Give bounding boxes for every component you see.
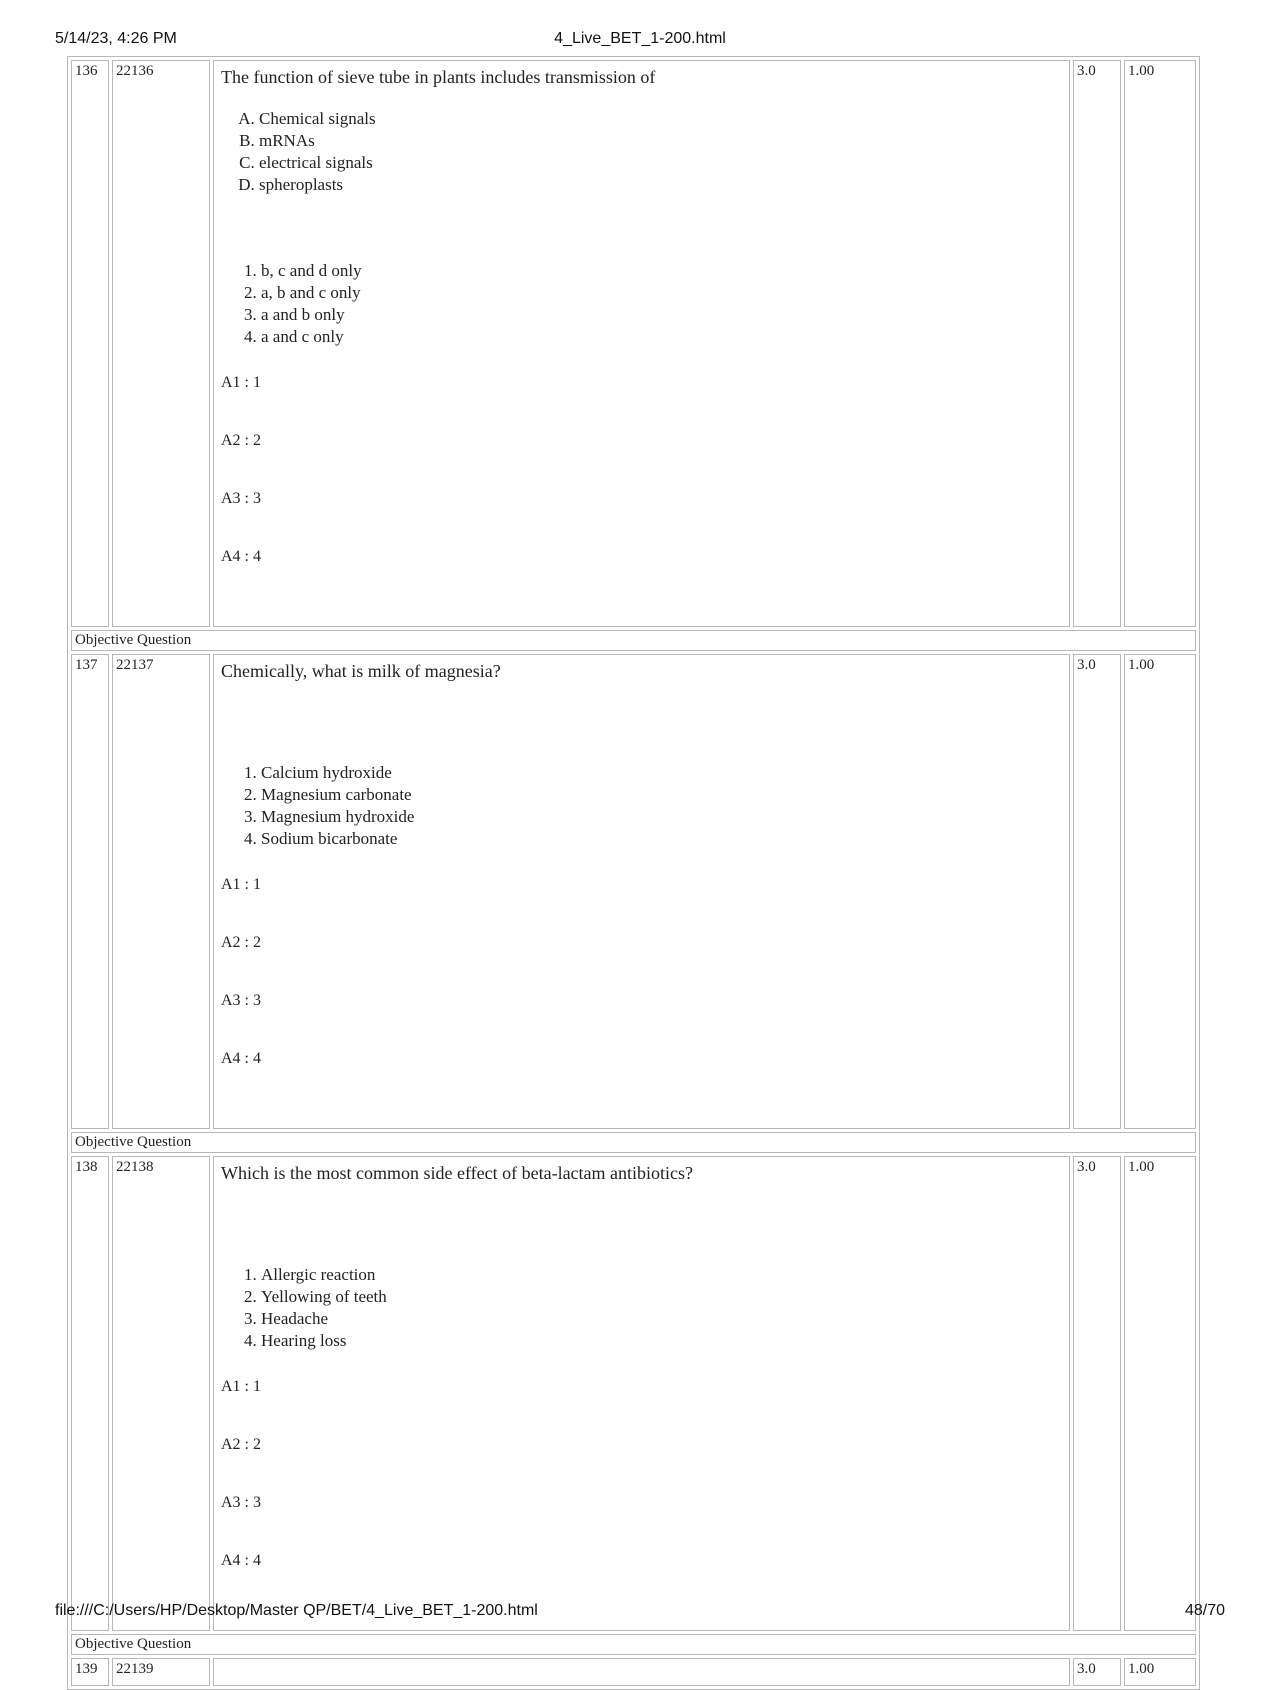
answer-key: A3 : 3: [221, 992, 261, 1009]
question-row: [71, 60, 1196, 627]
question-serial: 136: [71, 60, 109, 627]
option-item: 1. Allergic reaction: [261, 1264, 1062, 1286]
question-body: [213, 60, 1070, 627]
question-serial: 139: [71, 1658, 109, 1686]
print-datetime: 5/14/23, 4:26 PM: [55, 30, 177, 47]
statement-item: C. electrical signals: [259, 152, 1062, 174]
option-item: 3. Magnesium hydroxide: [261, 806, 1062, 828]
question-serial: 138: [71, 1156, 109, 1631]
question-row: [71, 1658, 1196, 1686]
question-row: [71, 654, 1196, 1129]
option-item: 2. Yellowing of teeth: [261, 1286, 1062, 1308]
option-item: 3. a and b only: [261, 304, 1062, 326]
option-list: [221, 1264, 1062, 1352]
answer-key: A3 : 3: [221, 490, 261, 507]
question-negative-marks: 1.00: [1124, 60, 1196, 627]
question-negative-marks: 1.00: [1124, 654, 1196, 1129]
question-type-row: [71, 1132, 1196, 1153]
print-page-number: 48/70: [1184, 1602, 1225, 1619]
statement-item: A. Chemical signals: [259, 108, 1062, 130]
answer-key: A4 : 4: [221, 1552, 261, 1569]
question-id: 22138: [112, 1156, 210, 1631]
option-item: 2. a, b and c only: [261, 282, 1062, 304]
answer-key: A1 : 1: [221, 374, 261, 391]
option-item: 4. a and c only: [261, 326, 1062, 348]
question-id: 22136: [112, 60, 210, 627]
option-list: [221, 260, 1062, 348]
statement-list: [221, 108, 1062, 196]
answer-key: A2 : 2: [221, 432, 261, 449]
question-marks: 3.0: [1073, 654, 1121, 1129]
question-negative-marks: 1.00: [1124, 1658, 1196, 1686]
answer-key: A4 : 4: [221, 1050, 261, 1067]
question-sheet: [70, 59, 1203, 1690]
print-header: [55, 30, 1225, 52]
answer-key-list: [221, 374, 1062, 606]
option-item: 3. Headache: [261, 1308, 1062, 1330]
answer-key: A2 : 2: [221, 934, 261, 951]
print-footer: [55, 1602, 1225, 1624]
question-body: [213, 1156, 1070, 1631]
question-serial: 137: [71, 654, 109, 1129]
print-title: 4_Live_BET_1-200.html: [554, 30, 726, 47]
question-type-label: Objective Question: [71, 630, 1196, 651]
answer-key: A1 : 1: [221, 876, 261, 893]
option-list: [221, 762, 1062, 850]
question-marks: 3.0: [1073, 60, 1121, 627]
question-text: The function of sieve tube in plants includes transmission of: [221, 67, 656, 87]
option-item: 2. Magnesium carbonate: [261, 784, 1062, 806]
answer-key: A4 : 4: [221, 548, 261, 565]
question-body: [213, 654, 1070, 1129]
question-text: Which is the most common side effect of beta-lactam antibiotics?: [221, 1163, 694, 1183]
question-text: Chemically, what is milk of magnesia?: [221, 661, 501, 681]
statement-item: D. spheroplasts: [259, 174, 1062, 196]
question-id: 22137: [112, 654, 210, 1129]
question-type-row: [71, 630, 1196, 651]
question-marks: 3.0: [1073, 1658, 1121, 1686]
option-item: 1. Calcium hydroxide: [261, 762, 1062, 784]
answer-key: A3 : 3: [221, 1494, 261, 1511]
question-table: [67, 56, 1200, 1690]
print-file-path: file:///C:/Users/HP/Desktop/Master QP/BET/4_Live_BET_1-200.html: [55, 1602, 538, 1619]
answer-key-list: [221, 876, 1062, 1108]
option-item: 4. Sodium bicarbonate: [261, 828, 1062, 850]
question-type-row: [71, 1634, 1196, 1655]
question-marks: 3.0: [1073, 1156, 1121, 1631]
statement-item: B. mRNAs: [259, 130, 1062, 152]
option-item: 1. b, c and d only: [261, 260, 1062, 282]
question-body: [213, 1658, 1070, 1686]
question-type-label: Objective Question: [71, 1634, 1196, 1655]
question-id: 22139: [112, 1658, 210, 1686]
question-row: [71, 1156, 1196, 1631]
question-negative-marks: 1.00: [1124, 1156, 1196, 1631]
answer-key: A2 : 2: [221, 1436, 261, 1453]
option-item: 4. Hearing loss: [261, 1330, 1062, 1352]
question-type-label: Objective Question: [71, 1132, 1196, 1153]
answer-key: A1 : 1: [221, 1378, 261, 1395]
answer-key-list: [221, 1378, 1062, 1610]
